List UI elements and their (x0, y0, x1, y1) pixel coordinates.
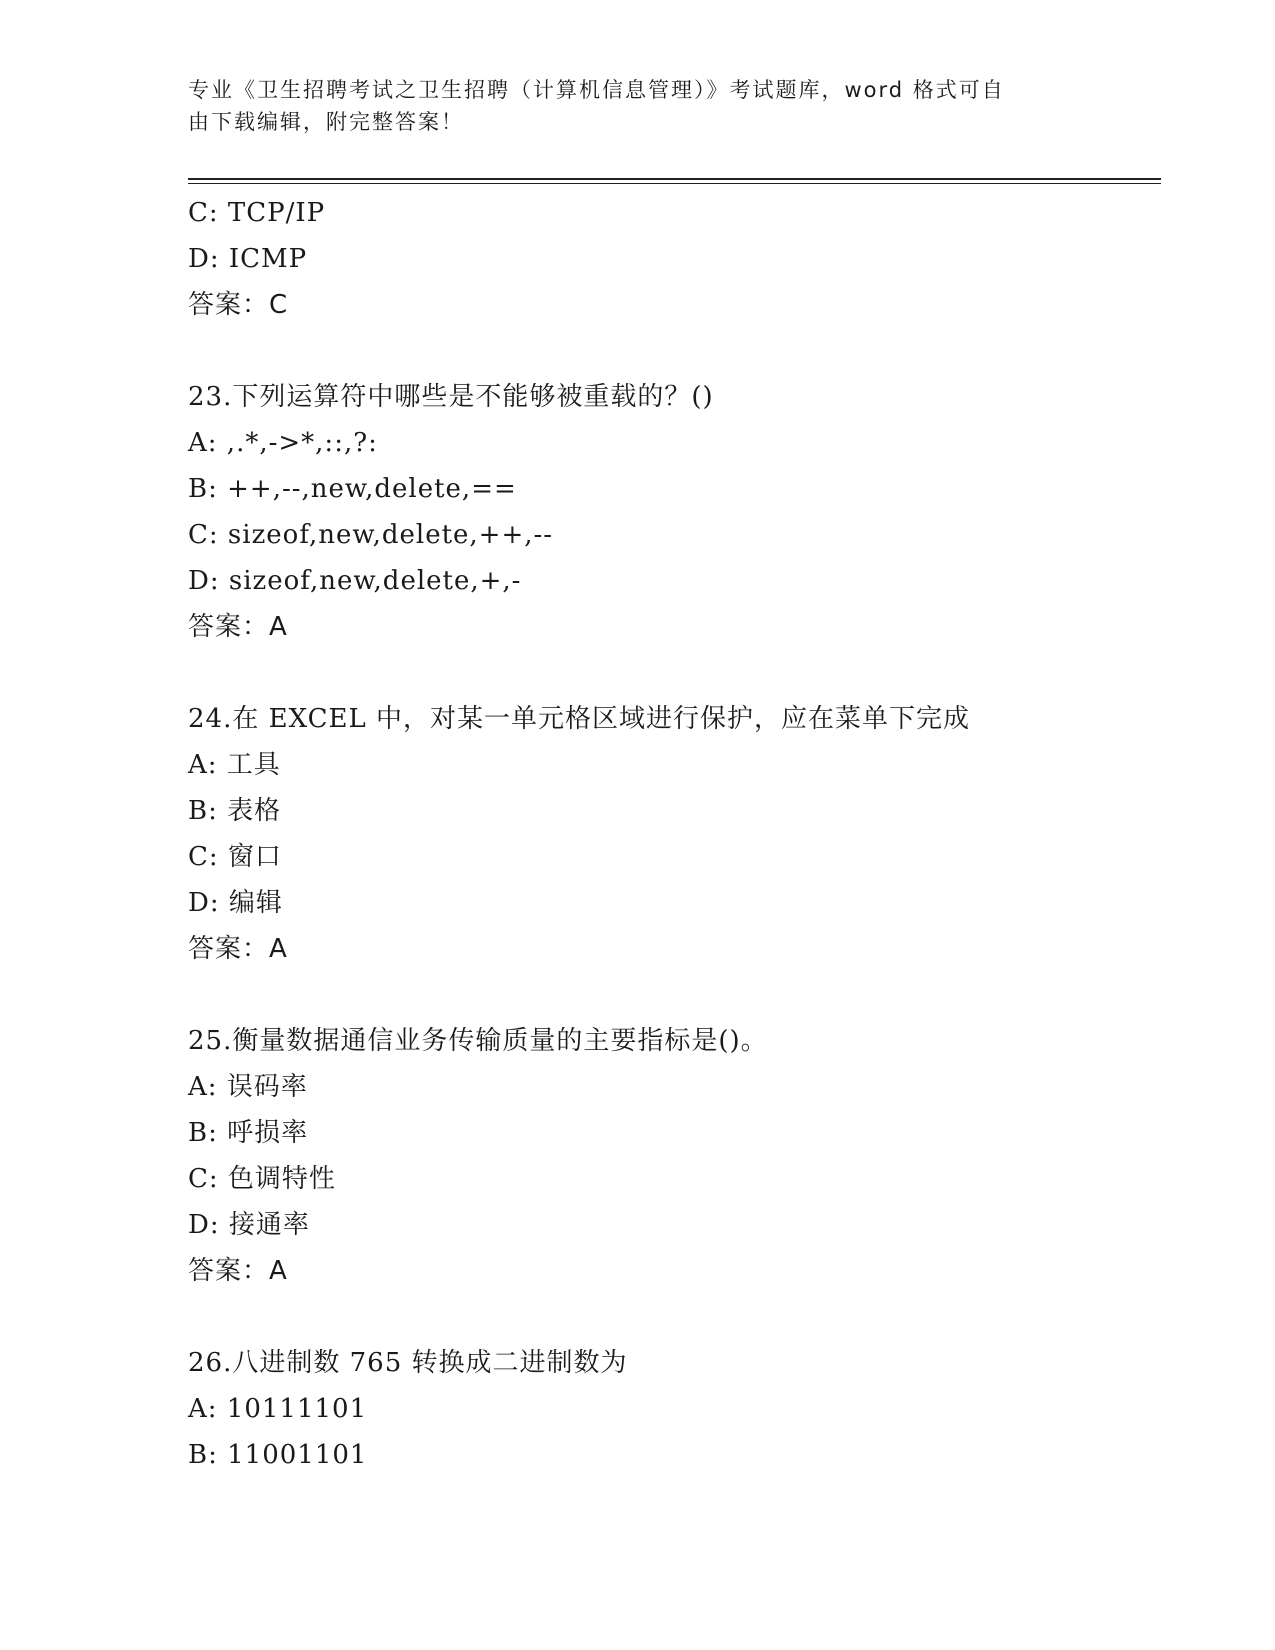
header-line-2: 由下载编辑，附完整答案！ (188, 110, 464, 134)
option-b: B: 呼损率 (188, 1118, 309, 1148)
option-c: C: 色调特性 (188, 1164, 336, 1194)
option-a: A: 工具 (188, 750, 281, 780)
header-divider-thick (188, 178, 1161, 180)
question-title: 26.八进制数 765 转换成二进制数为 (188, 1348, 628, 1378)
question-24 (188, 696, 1168, 972)
option-d: D: 编辑 (188, 888, 283, 918)
option-c: C: sizeof,new,delete,++,-- (188, 520, 554, 550)
option-d: D: sizeof,new,delete,+,- (188, 566, 522, 596)
answer-line: 答案：A (188, 1256, 288, 1286)
option-c: C: 窗口 (188, 842, 282, 872)
option-a: A: ,.*,->*,::,?: (188, 428, 378, 458)
option-c: C: TCP/IP (188, 198, 326, 228)
lead-question-tail (188, 190, 1168, 328)
answer-line: 答案：A (188, 612, 288, 642)
header-divider-thin (188, 183, 1161, 184)
question-23 (188, 374, 1168, 650)
question-list (188, 190, 1168, 1478)
option-d: D: 接通率 (188, 1210, 310, 1240)
option-a: A: 10111101 (188, 1394, 368, 1424)
document-header (188, 74, 1068, 138)
question-26 (188, 1340, 1168, 1478)
option-b: B: 11001101 (188, 1440, 368, 1470)
question-title: 23.下列运算符中哪些是不能够被重载的？() (188, 382, 714, 412)
question-25 (188, 1018, 1168, 1294)
question-title: 25.衡量数据通信业务传输质量的主要指标是()。 (188, 1026, 768, 1056)
option-b: B: 表格 (188, 796, 282, 826)
answer-line: 答案：A (188, 934, 288, 964)
option-d: D: ICMP (188, 244, 308, 274)
answer-line: 答案：C (188, 290, 289, 320)
option-b: B: ++,--,new,delete,== (188, 474, 517, 504)
header-line-1: 专业《卫生招聘考试之卫生招聘（计算机信息管理）》考试题库，word 格式可自 (188, 78, 1005, 102)
question-title: 24.在 EXCEL 中，对某一单元格区域进行保护，应在菜单下完成 (188, 704, 971, 734)
option-a: A: 误码率 (188, 1072, 308, 1102)
